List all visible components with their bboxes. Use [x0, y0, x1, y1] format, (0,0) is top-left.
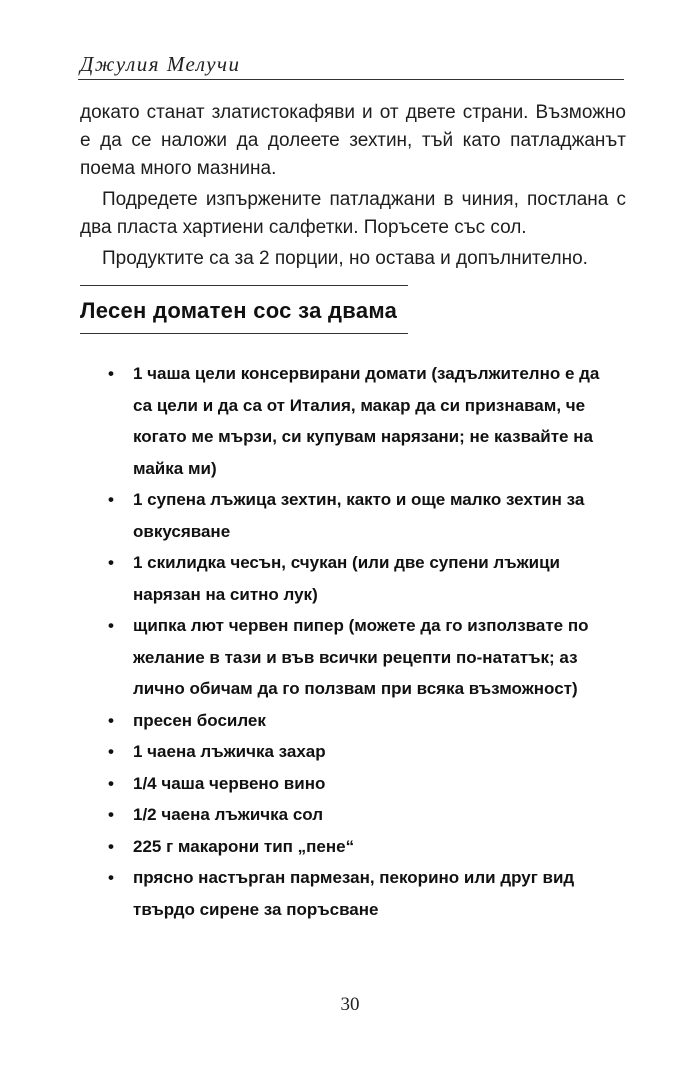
section-rule-bottom [80, 333, 408, 334]
paragraph: докато станат златистокафяви и от двете страни. Възможно е да се наложи да долеете зехтин, тъй като патладжанът поема много мазнина. [80, 102, 626, 179]
ingredient-text: 1 скилидка чесън, счукан (или две супени лъжици нарязан на ситно лук) [133, 553, 561, 604]
bullet-icon: • [108, 490, 114, 509]
bullet-icon: • [108, 805, 114, 824]
ingredient-text: 1/2 чаена лъжичка сол [133, 805, 324, 824]
ingredient-text: 1/4 чаша червено вино [133, 773, 326, 793]
ingredient-text: щипка лют червен пипер (можете да го използвате по желание в тази и във всички рецепти по-нататък; аз лично обичам да го ползвам при всяка възможност) [133, 616, 589, 698]
ingredient-item [108, 831, 604, 863]
page-number: 30 [340, 994, 360, 1015]
ingredient-text: прясно настърган пармезан, пекорино или друг вид твърдо сирене за поръсване [133, 868, 575, 919]
ingredient-text: 1 чаша цели консервирани домати (задължително е да са цели и да са от Италия, макар да си признавам, че когато ме мързи, си купувам нарязани; не казвайте на майка ми) [133, 364, 600, 478]
ingredient-text: 225 г макарони тип „пене“ [133, 836, 355, 856]
bullet-icon: • [108, 742, 114, 761]
bullet-icon: • [108, 364, 114, 383]
ingredient-item [108, 862, 604, 925]
ingredient-text: 1 чаена лъжичка захар [133, 742, 326, 761]
ingredient-item [108, 799, 604, 831]
ingredient-text: 1 супена лъжица зехтин, както и още малко зехтин за овкусяване [133, 490, 585, 541]
body-text [80, 99, 626, 273]
ingredient-item [108, 358, 604, 484]
ingredient-text: пресен босилек [133, 710, 266, 730]
header-divider [78, 79, 624, 80]
ingredient-item [108, 768, 604, 800]
bullet-icon: • [108, 710, 114, 730]
ingredient-item [108, 547, 604, 610]
ingredient-item [108, 736, 604, 768]
ingredient-item [108, 705, 604, 737]
bullet-icon: • [108, 868, 114, 887]
bullet-icon: • [108, 773, 114, 793]
ingredient-list [108, 358, 604, 925]
section-rule-top [80, 285, 408, 286]
bullet-icon: • [108, 616, 114, 635]
recipe-title: Лесен доматен сос за двама [80, 298, 398, 323]
bullet-icon: • [108, 836, 114, 856]
ingredient-item [108, 610, 604, 705]
paragraph: Продуктите са за 2 порции, но остава и допълнително. [102, 248, 588, 269]
running-head-author: Джулия Мелучи [80, 52, 241, 76]
ingredient-item [108, 484, 604, 547]
bullet-icon: • [108, 553, 114, 572]
paragraph: Подредете изпържените патладжани в чиния, постлана с два пласта хартиени салфетки. Поръсете със сол. [80, 189, 626, 238]
